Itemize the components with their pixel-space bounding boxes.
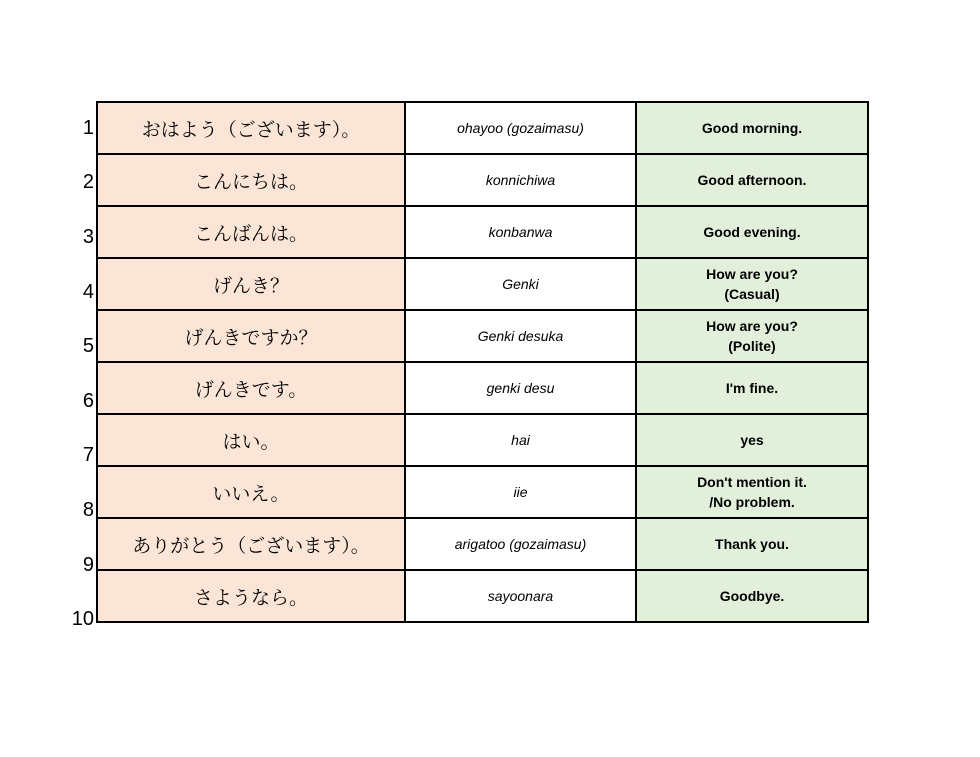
table-row [97,466,868,518]
romaji-cell: Genki desuka [405,310,636,362]
english-cell [636,310,868,362]
row-number: 9 [82,553,94,576]
row-number: 3 [82,225,94,248]
table-row [97,102,868,154]
japanese-cell: ありがとう（ございます）。 [97,518,405,570]
english-line: Good evening. [703,224,801,240]
romaji-cell: ohayoo (gozaimasu) [405,102,636,154]
row-number: 5 [82,335,94,358]
romaji-cell: konbanwa [405,206,636,258]
romaji-cell: konnichiwa [405,154,636,206]
row-number: 10 [71,608,94,631]
romaji-cell: hai [405,414,636,466]
table-row [97,414,868,466]
english-cell [636,518,868,570]
japanese-cell: げんきです。 [97,362,405,414]
table-row [97,258,868,310]
japanese-cell: こんにちは。 [97,154,405,206]
japanese-cell: おはよう（ございます）。 [97,102,405,154]
row-number: 6 [82,389,94,412]
english-cell [636,206,868,258]
english-line: How are you? [706,266,798,282]
table-row [97,310,868,362]
table-row [97,570,868,622]
phrase-table [96,101,869,623]
row-number: 4 [82,280,94,303]
english-cell [636,570,868,622]
english-cell [636,414,868,466]
row-numbers [62,101,94,647]
english-cell [636,154,868,206]
english-cell [636,466,868,518]
english-cell [636,102,868,154]
romaji-cell: sayoonara [405,570,636,622]
table-row [97,518,868,570]
row-number: 8 [82,498,94,521]
english-line: Don't mention it. [697,474,807,490]
row-number: 2 [82,171,94,194]
table-row [97,206,868,258]
japanese-cell: げんき？ [97,258,405,310]
romaji-cell: iie [405,466,636,518]
english-cell [636,258,868,310]
table-row [97,362,868,414]
romaji-cell: arigatoo (gozaimasu) [405,518,636,570]
table-row [97,154,868,206]
english-line: yes [740,432,764,448]
english-line: Thank you. [715,536,789,552]
english-line: Goodbye. [719,588,785,604]
japanese-cell: げんきですか？ [97,310,405,362]
japanese-cell: さようなら。 [97,570,405,622]
english-cell [636,362,868,414]
row-number: 1 [82,116,94,139]
english-line: /No problem. [709,494,795,510]
english-line: How are you? [706,318,798,334]
row-number: 7 [82,444,94,467]
japanese-cell: いいえ。 [97,466,405,518]
romaji-cell: Genki [405,258,636,310]
english-line: (Casual) [724,286,780,302]
english-line: (Polite) [728,338,776,354]
japanese-cell: こんばんは。 [97,206,405,258]
english-line: I'm fine. [725,380,779,396]
english-line: Good morning. [701,120,803,136]
english-line: Good afternoon. [697,172,807,188]
romaji-cell: genki desu [405,362,636,414]
japanese-cell: はい。 [97,414,405,466]
